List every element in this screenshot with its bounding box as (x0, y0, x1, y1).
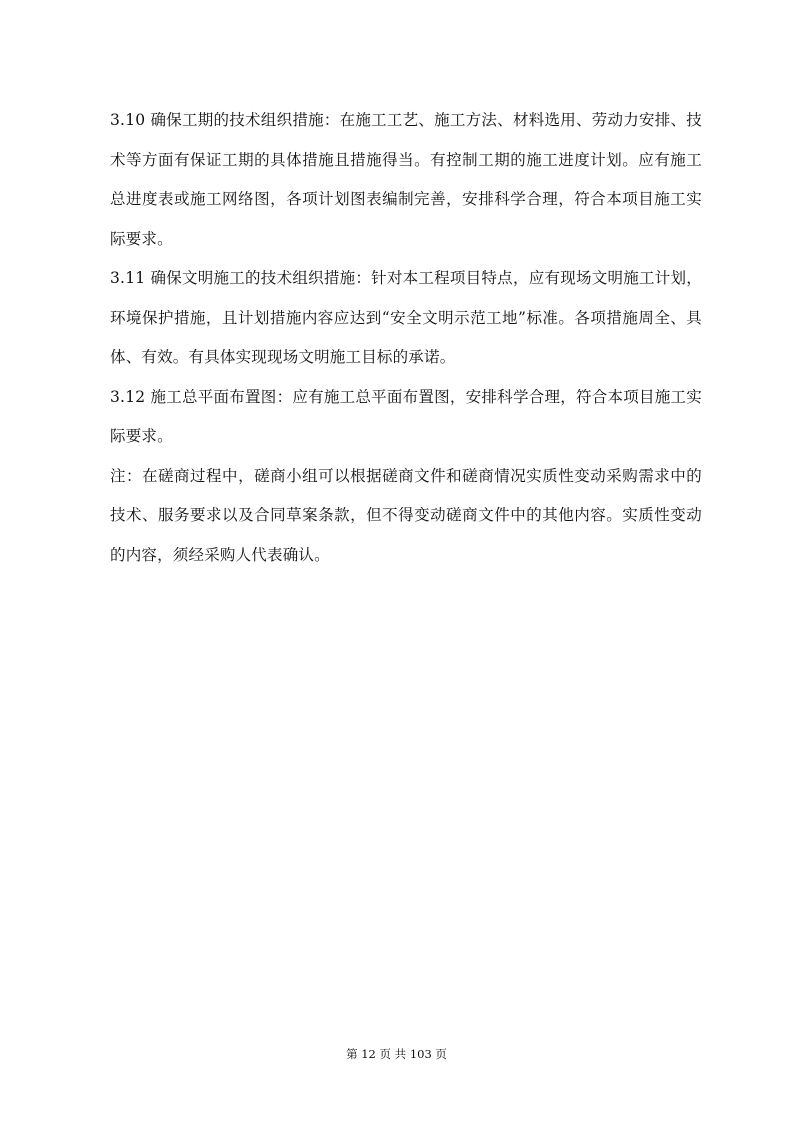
page-number-footer: 第 12 页 共 103 页 (346, 1047, 447, 1061)
paragraph-3-10: 3.10 确保工期的技术组织措施：在施工工艺、施工方法、材料选用、劳动力安排、技术等方面有保证工期的具体措施且措施得当。有控制工期的施工进度计划。应有施工总进度表或施工网络图，各项计划图表编制完善，安排科学合理，符合本项目施工实际要求。 (110, 111, 702, 248)
paragraph-3-12: 3.12 施工总平面布置图：应有施工总平面布置图，安排科学合理，符合本项目施工实际要求。 (110, 387, 702, 445)
paragraph-3-11: 3.11 确保文明施工的技术组织措施：针对本工程项目特点，应有现场文明施工计划，环境保护措施，且计划措施内容应达到“安全文明示范工地”标准。各项措施周全、具体、有效。有具体实现现场文明施工目标的承诺。 (110, 269, 702, 366)
document-body (110, 101, 702, 575)
paragraph-note: 注：在磋商过程中，磋商小组可以根据磋商文件和磋商情况实质性变动采购需求中的技术、服务要求以及合同草案条款，但不得变动磋商文件中的其他内容。实质性变动的内容，须经采购人代表确认。 (110, 466, 702, 564)
